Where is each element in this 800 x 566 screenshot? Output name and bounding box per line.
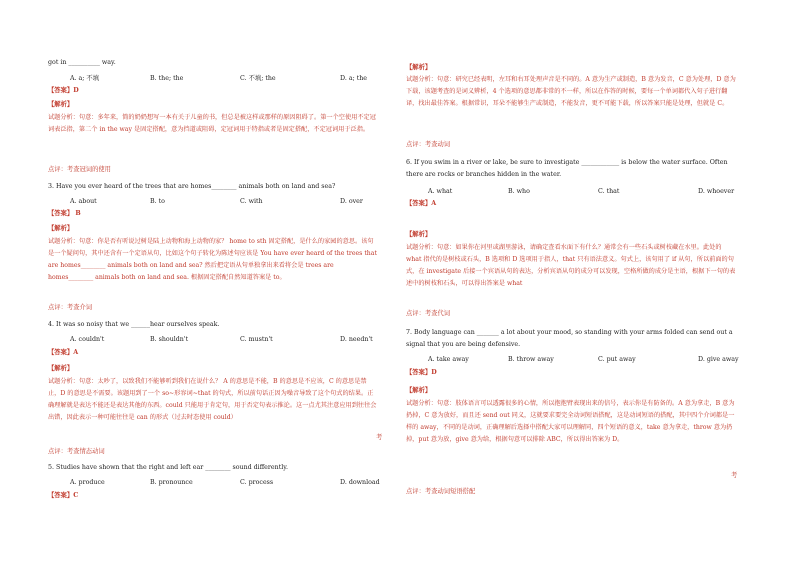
point-comment: 点评：考查冠词的使用	[48, 166, 111, 173]
kao-mark: 考	[376, 434, 383, 441]
analysis-label: 【解析】	[48, 225, 74, 232]
analysis-label: 【解析】	[406, 231, 432, 238]
explanation-text: 试题分析：句意：如果你在河里或湖里游泳，请确定查看水面下有什么？通常会有一些石头或树枝藏在水里。此处的 what 指代的是树枝或石头，B 选项和 D 选项用于指人，that 只有语法意义。句式上，该句用了 if 从句，所以前面的句式，在 investigate 后接一个宾语从句的表达，分析宾语从句的成分可以发现，空格所做的成分是主语，根据下一句的表述中的树枝和石头，可以得出答案是 what	[406, 244, 736, 287]
option-b: B. throw away	[508, 356, 554, 363]
explanation-text: 试题分析：句意：肢体语言可以透露很多的心情，所以抱抱臂表现出来的信号，表示你是有防备的。A 意为拿走，B 意为扔掉，C 意为放好，而且还 send out 同义，这就要求要完全动词短语搭配，这是动词短语的搭配，其中四个介词都是一样的 away，不同的是动词，正确理解后选择中搭配大家可以理解同，四个短语的意义，take 意为拿走，throw 意为扔掉，put 意为放，give 意为给，根据句意可以排除 ABC，所以得出答案为 D。	[406, 400, 735, 443]
analysis-label: 【解析】	[48, 365, 74, 372]
question-2-options	[70, 75, 380, 83]
question-6-options	[428, 188, 738, 196]
analysis-label: 【解析】	[406, 64, 432, 71]
option-c: C. put away	[598, 356, 636, 363]
option-a: A. couldn't	[70, 336, 105, 343]
question-2-tail: got in __________ way.	[48, 59, 116, 66]
option-a: A. about	[70, 198, 97, 205]
analysis-label: 【解析】	[406, 387, 432, 394]
question-7-options	[428, 356, 738, 364]
answer-label: 【答案】 B	[48, 210, 81, 217]
point-comment: 点评：考查代词	[406, 310, 451, 317]
question-3: 3. Have you ever heard of the trees that are homes________ animals both on land and sea?	[48, 183, 336, 190]
explanation-text: 试题分析：句意：多年来，简的奶奶想写一本有关于儿童的书，但总是被这样或那样的原因阻碍了。第一个空使用不定冠词表泛指，第二个 in the way 是固定搭配，意为挡道或阻碍，定冠词用于特指或者是固定搭配，不定冠词用于泛指。	[48, 114, 376, 133]
option-d: D. whoever	[698, 188, 735, 195]
analysis-label: 【解析】	[48, 101, 74, 108]
option-b: B. to	[150, 198, 165, 205]
question-4: 4. It was so noisy that we ______hear ourselves speak.	[48, 321, 220, 328]
kao-mark: 考	[731, 472, 738, 479]
answer-label: 【答案】C	[48, 492, 79, 499]
explanation-text: 试题分析：句意：研究已经表明，左耳和右耳处理声音是不同的。A 意为生产或制造，B 意为发音，C 意为处理，D 意为下载，该题考查的是词义辨析，4 个选项的意思都非常的不一样，所以在作答的时候，要每一个单词都代入句子进行翻译，找出最佳答案。根据常识，耳朵不能够生产或制造，不能发音，更不可能下载，所以答案只能是处理，但就是 C。	[406, 76, 736, 107]
option-b: B. pronounce	[150, 479, 193, 486]
option-d: D. needn't	[340, 336, 373, 343]
point-comment: 点评：考查动词	[406, 141, 451, 148]
option-c: C. process	[240, 479, 274, 486]
option-c: C. mustn't	[240, 336, 273, 343]
answer-label: 【答案】A	[48, 349, 79, 356]
option-d: D. give away	[698, 356, 739, 363]
question-3-options	[70, 198, 380, 206]
option-b: B. who	[508, 188, 530, 195]
question-7: 7. Body language can _______ a lot about your mood, so standing with your arms folded can send out a signal that you are being defensive.	[406, 329, 733, 348]
option-b: B. shouldn't	[150, 336, 189, 343]
option-a: A. what	[428, 188, 453, 195]
option-d: D. a; the	[340, 75, 368, 82]
question-4-options	[70, 336, 380, 344]
option-a: A. a; 不填	[70, 75, 100, 82]
question-5-options	[70, 479, 380, 487]
option-d: D. over	[340, 198, 363, 205]
option-b: B. the; the	[150, 75, 184, 82]
answer-label: 【答案】D	[48, 87, 79, 94]
answer-label: 【答案】A	[406, 200, 437, 207]
point-comment: 点评：考查介词	[48, 304, 93, 311]
option-c: C. that	[598, 188, 620, 195]
question-5: 5. Studies have shown that the right and left ear ________ sound differently.	[48, 464, 288, 471]
option-a: A. produce	[70, 479, 105, 486]
option-c: C. with	[240, 198, 263, 205]
explanation-text: 试题分析：句意：你是否有听说过树是陆上动物和海上动物的家？ home to sth 固定搭配，是什么的家园的意思。该句是一个疑问句，其中还含有一个定语从句，比如这个句子转化为陈述句应该是 You have ever heard of the trees that are homes________ animals both on land and sea? 然后把定语从句单独拿出来看将会是 trees are homes________ animals both on land and sea. 根据固定搭配自然知道答案是 to。	[48, 238, 377, 281]
point-comment: 点评：考查情态动词	[48, 448, 105, 455]
question-6: 6. If you swim in a river or lake, be sure to investigate ____________ is below the water surface. Often there are rocks or branches hidden in the water.	[406, 159, 728, 178]
answer-label: 【答案】D	[406, 369, 437, 376]
option-a: A. take away	[428, 356, 469, 363]
explanation-text: 试题分析：句意：太吵了，以致我们不能够听到我们在说什么？ A 的意思是不能，B 的意思是不应该，C 的意思是禁止，D 的意思是不需要。该题用到了一个 so~形容词~that 的句式，所以前句话正因为噪音导致了这个句式的结果。正确理解就是表达不能还是表达其他的东西。could 只能用于肯定句，用于否定句表示推论。这一点尤其注意应用到往往会出错，因此表示一种可能往往是 can 的形式（过去时态使用 could）	[48, 378, 377, 421]
option-c: C. 不填; the	[240, 75, 276, 82]
option-d: D. download	[340, 479, 380, 486]
point-comment: 点评：考查动词短语搭配	[406, 488, 476, 495]
